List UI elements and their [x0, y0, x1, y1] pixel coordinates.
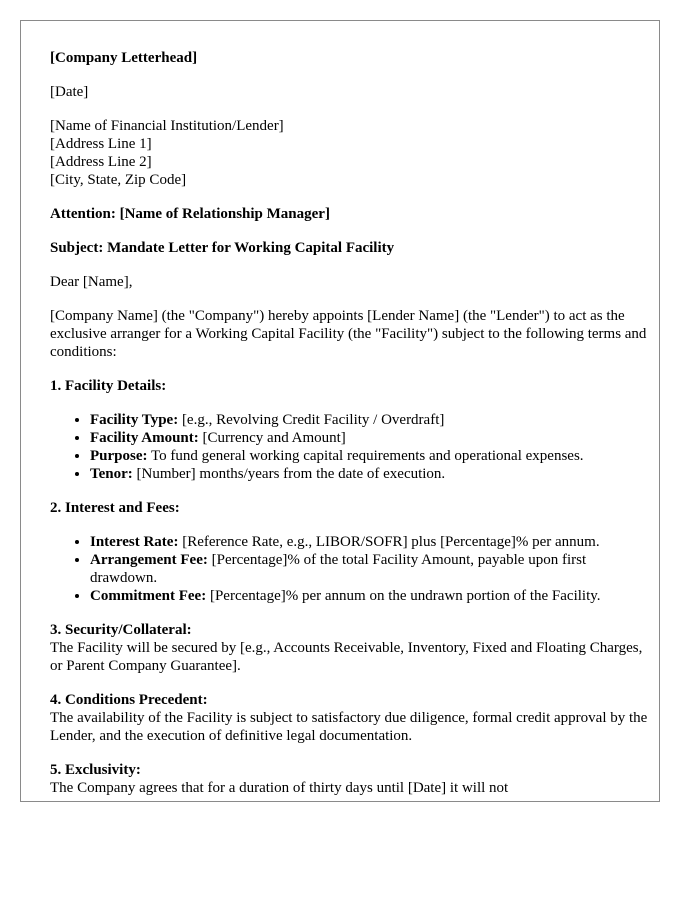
- section-security: [50, 621, 650, 675]
- letter-page: [20, 20, 660, 802]
- term-label: Arrangement Fee:: [90, 552, 208, 568]
- term-text: [Percentage]% per annum on the undrawn portion of the Facility.: [206, 588, 601, 604]
- section-exclusivity-text: The Company agrees that for a duration of thirty days until [Date] it will not: [50, 780, 509, 796]
- section-conditions-title: 4. Conditions Precedent:: [50, 692, 208, 708]
- salutation: Dear [Name],: [50, 274, 133, 290]
- list-item: [90, 447, 650, 465]
- term-label: Interest Rate:: [90, 534, 179, 550]
- term-label: Purpose:: [90, 448, 148, 464]
- section-facility-details-title: 1. Facility Details:: [50, 378, 167, 394]
- term-text: [Percentage]% of the total Facility Amount, payable upon first drawdown.: [90, 552, 587, 586]
- recipient-address-line-2: [Address Line 2]: [50, 154, 152, 170]
- interest-fees-list: [50, 533, 650, 605]
- list-item: [90, 429, 650, 447]
- attention-line: Attention: [Name of Relationship Manager]: [50, 206, 330, 222]
- intro-paragraph: [Company Name] (the "Company") hereby appoints [Lender Name] (the "Lender") to act as the exclusive arranger for a Working Capital Facility (the "Facility") subject to the following terms and conditions:: [50, 308, 647, 360]
- term-text: [Currency and Amount]: [198, 430, 346, 446]
- recipient-city-state-zip: [City, State, Zip Code]: [50, 172, 187, 188]
- section-conditions: [50, 691, 650, 745]
- section-security-text: The Facility will be secured by [e.g., Accounts Receivable, Inventory, Fixed and Floating Charges, or Parent Company Guarantee].: [50, 640, 643, 674]
- section-interest-fees-title: 2. Interest and Fees:: [50, 500, 180, 516]
- recipient-address-line-1: [Address Line 1]: [50, 136, 152, 152]
- term-text: [Reference Rate, e.g., LIBOR/SOFR] plus [Percentage]% per annum.: [178, 534, 600, 550]
- list-item: [90, 587, 650, 605]
- section-exclusivity: [50, 761, 650, 797]
- term-label: Facility Type:: [90, 412, 179, 428]
- letter-content: [50, 49, 650, 802]
- term-label: Commitment Fee:: [90, 588, 207, 604]
- list-item: [90, 551, 650, 587]
- recipient-name: [Name of Financial Institution/Lender]: [50, 118, 284, 134]
- list-item: [90, 465, 650, 483]
- company-letterhead: [Company Letterhead]: [50, 50, 198, 66]
- term-text: [e.g., Revolving Credit Facility / Overdraft]: [178, 412, 445, 428]
- section-conditions-text: The availability of the Facility is subject to satisfactory due diligence, formal credit approval by the Lender, and the execution of definitive legal documentation.: [50, 710, 648, 744]
- list-item: [90, 533, 650, 551]
- letter-date: [Date]: [50, 84, 89, 100]
- term-label: Tenor:: [90, 466, 133, 482]
- recipient-address-block: [50, 117, 650, 189]
- term-label: Facility Amount:: [90, 430, 199, 446]
- section-security-title: 3. Security/Collateral:: [50, 622, 192, 638]
- subject-line: Subject: Mandate Letter for Working Capital Facility: [50, 240, 395, 256]
- list-item: [90, 411, 650, 429]
- facility-details-list: [50, 411, 650, 483]
- term-text: [Number] months/years from the date of execution.: [132, 466, 446, 482]
- section-exclusivity-title: 5. Exclusivity:: [50, 762, 141, 778]
- term-text: To fund general working capital requirements and operational expenses.: [147, 448, 584, 464]
